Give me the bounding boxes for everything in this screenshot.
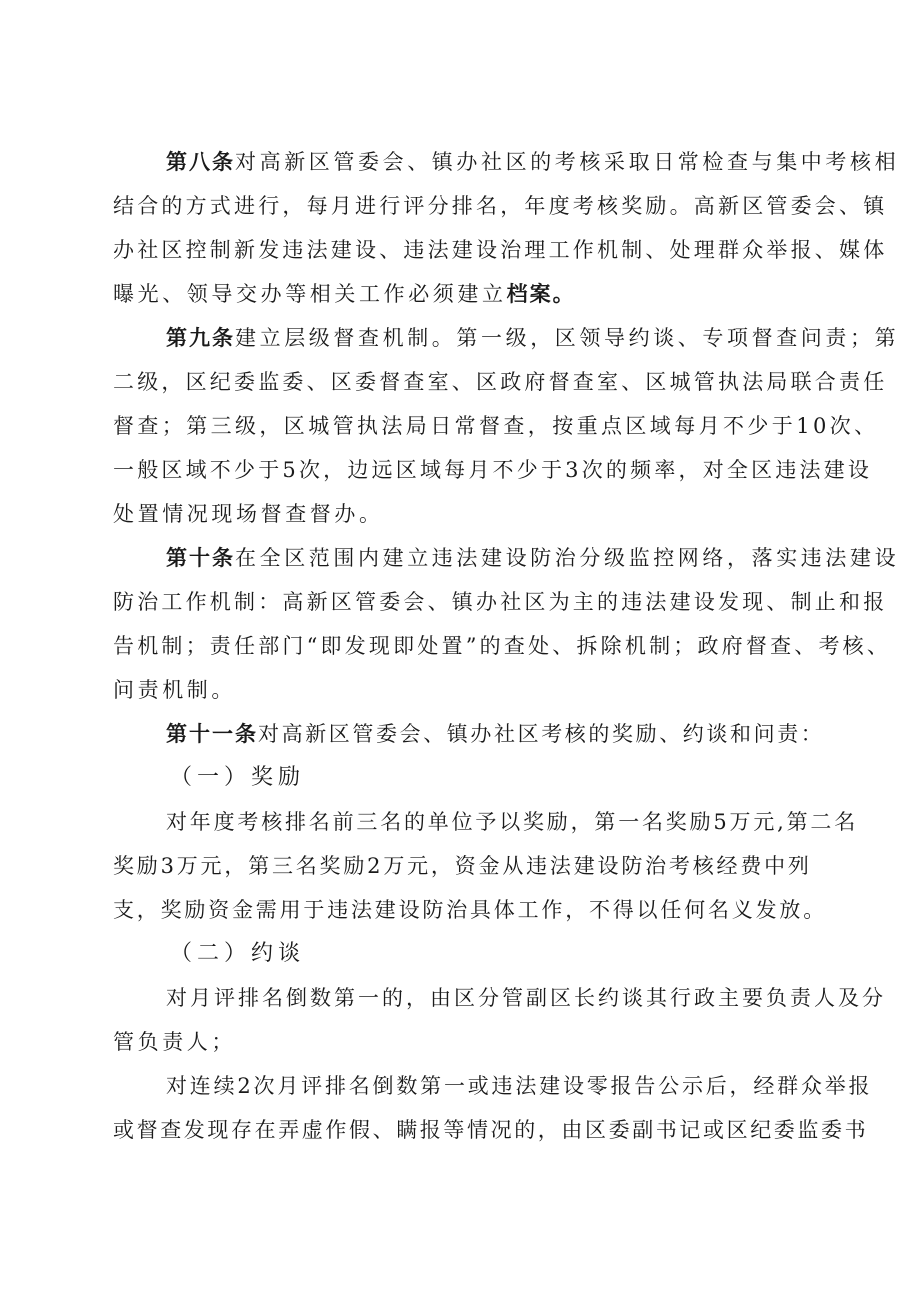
article-10-text-1: 在全区范围内建立违法建设防治分级监控网络，落实违法建设 <box>235 546 900 570</box>
article-8-line-1 <box>166 148 899 176</box>
interview-line-3: 对连续2次月评排名倒数第一或违法建设零报告公示后，经群众举报 <box>166 1074 873 1098</box>
article-9-line-2: 二级，区纪委监委、区委督查室、区政府督查室、区城管执法局联合责任 <box>113 370 888 394</box>
reward-line-1: 对年度考核排名前三名的单位予以奖励，第一名奖励5万元,第二名 <box>166 810 859 834</box>
article-9-line-3: 督查；第三级，区城管执法局日常督查，按重点区域每月不少于10次、 <box>113 414 879 438</box>
article-8-text-4b: 档案。 <box>506 282 576 306</box>
article-10-line-1 <box>166 544 899 572</box>
interview-line-1: 对月评排名倒数第一的，由区分管副区长约谈其行政主要负责人及分 <box>166 986 886 1010</box>
article-9-text-1: 建立层级督查机制。第一级，区领导约谈、专项督查问责；第 <box>235 326 900 350</box>
article-8-line-3: 办社区控制新发违法建设、违法建设治理工作机制、处理群众举报、媒体 <box>113 238 888 262</box>
article-10-line-4: 问责机制。 <box>113 678 236 702</box>
reward-line-3: 支，奖励资金需用于违法建设防治具体工作，不得以任何名义发放。 <box>113 898 827 922</box>
section-interview-heading: （二）约谈 <box>170 941 306 966</box>
interview-line-4: 或督查发现存在弄虚作假、瞒报等情况的，由区委副书记或区纪委监委书 <box>113 1118 869 1142</box>
article-11-text-1: 对高新区管委会、镇办社区考核的奖励、约谈和问责： <box>258 722 825 746</box>
article-11-line-1 <box>166 720 824 748</box>
article-8-text-4a: 曝光、领导交办等相关工作必须建立 <box>113 282 507 306</box>
article-8-heading: 第八条 <box>166 150 235 174</box>
article-8-text-1: 对高新区管委会、镇办社区的考核采取日常检查与集中考核相 <box>235 150 900 174</box>
article-9-line-5: 处置情况现场督查督办。 <box>113 502 384 526</box>
article-10-line-3: 告机制；责任部门“即发现即处置”的查处、拆除机制；政府督查、考核、 <box>113 634 892 658</box>
section-reward-heading: （一）奖励 <box>170 765 306 790</box>
reward-line-2: 奖励3万元，第三名奖励2万元，资金从违法建设防治考核经费中列 <box>113 854 812 878</box>
article-11-heading: 第十一条 <box>166 722 258 746</box>
article-10-line-2: 防治工作机制：高新区管委会、镇办社区为主的违法建设发现、制止和报 <box>113 590 888 614</box>
article-10-heading: 第十条 <box>166 546 235 570</box>
article-8-line-4 <box>113 280 576 308</box>
article-8-line-2: 结合的方式进行，每月进行评分排名，年度考核奖励。高新区管委会、镇 <box>113 194 888 218</box>
article-9-line-1 <box>166 324 899 352</box>
article-9-line-4: 一般区域不少于5次，边远区域每月不少于3次的频率，对全区违法建设 <box>113 458 873 482</box>
article-9-heading: 第九条 <box>166 326 235 350</box>
interview-line-2: 管负责人； <box>113 1030 236 1054</box>
